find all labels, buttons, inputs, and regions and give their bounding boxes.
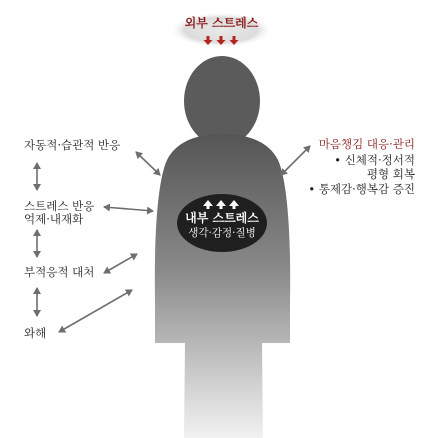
torso [155,134,290,438]
right-item-control: • 통제감·행복감 증진 [308,182,415,196]
left-label-maladaptive: 부적응적 대처 [24,265,95,279]
arrow-breakdown-to-body [59,290,132,332]
arrow-habitual-to-body [136,152,160,175]
left-label-suppression: 억제·내재화 [24,212,84,226]
arrow-maladaptive-to-body [104,254,137,273]
internal-stress-arrows [203,200,239,209]
right-title-mindfulness: 마음챙김 대응·관리 [318,137,415,151]
internal-stress-subtitle: 생각·감정·질병 [188,227,256,239]
external-stress-arrows [204,36,239,45]
left-label-breakdown: 와해 [24,326,47,340]
right-item-physical-emotional: • 신체적·정서적 [334,153,415,167]
left-label-stress-response: 스트레스 반응 [24,199,95,213]
head [184,56,260,146]
left-label-habitual: 자동적·습관적 반응 [24,138,121,152]
right-item-balance: 평형 회복 [366,167,415,181]
arrow-suppression-to-body [104,207,153,211]
arrow-mindfulness-to-body [281,146,310,175]
internal-stress-title: 내부 스트레스 [185,211,259,225]
external-stress-label: 외부 스트레스 [184,16,259,30]
